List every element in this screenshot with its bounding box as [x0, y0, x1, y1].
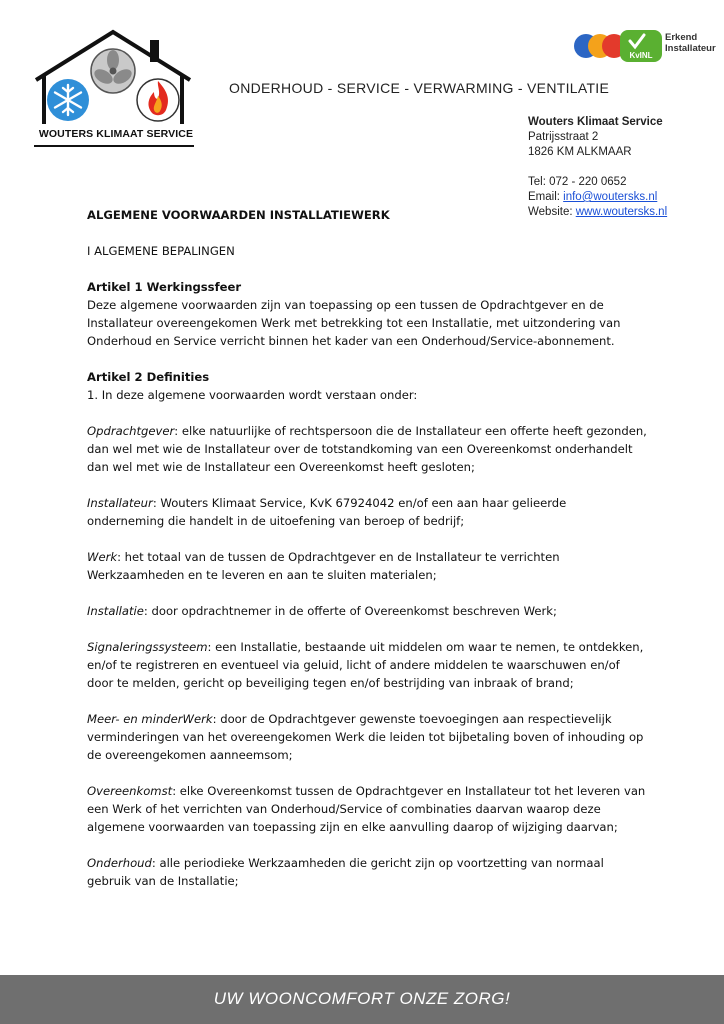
definition-text: : door opdrachtnemer in de offerte of Overeenkomst beschreven Werk;: [143, 604, 557, 618]
article-2: [87, 368, 647, 404]
company-address: [528, 115, 667, 220]
website-link[interactable]: www.woutersks.nl: [575, 206, 668, 218]
article-2-title: Artikel 2 Definities: [87, 370, 210, 384]
definition-item: [87, 494, 647, 530]
definition-term: Installateur: [87, 496, 153, 510]
definition-item: [87, 422, 647, 476]
spacer: [528, 160, 667, 175]
definition-item: [87, 710, 647, 764]
definition-text: : alle periodieke Werkzaamheden die gericht zijn op voortzetting van normaal gebruik van de Installatie;: [87, 856, 604, 888]
badge-logo-text: KvINL: [629, 51, 653, 60]
document-body: [87, 206, 647, 908]
definition-text: : elke Overeenkomst tussen de Opdrachtgever en Installateur tot het leveren van een Werk of het verrichten van Onderhoud/Service of combinaties daarvan waarop deze algemene voorwaarden van toepassing zijn en elke aanvulling daarop of wijziging daarvan;: [87, 784, 646, 834]
definition-text: : het totaal van de tussen de Opdrachtgever en de Installateur te verrichten Werkzaamheden en te leveren en aan te sluiten materialen;: [87, 550, 560, 582]
header-tagline: ONDERHOUD - SERVICE - VERWARMING - VENTILATIE: [229, 80, 610, 96]
article-2-intro: 1. In deze algemene voorwaarden wordt verstaan onder:: [87, 388, 418, 402]
definition-term: Overeenkomst: [87, 784, 173, 798]
definition-term: Onderhoud: [87, 856, 152, 870]
definition-item: [87, 638, 647, 692]
definition-term: Installatie: [87, 604, 144, 618]
definition-text: : Wouters Klimaat Service, KvK 67924042 en/of een aan haar gelieerde onderneming die handelt in de uitoefening van beroep of bedrijf;: [87, 496, 567, 528]
definition-text: : door de Opdrachtgever gewenste toevoegingen aan respectievelijk verminderingen van het overeengekomen Werk die leiden tot bijbetaling boven of inhouding op de overeengekomen aanneemsom;: [87, 712, 644, 762]
badge-label-line1: Erkend: [665, 32, 698, 43]
company-name: Wouters Klimaat Service: [528, 116, 663, 128]
company-tel: Tel: 072 - 220 0652: [528, 176, 627, 188]
section-heading: I ALGEMENE BEPALINGEN: [87, 244, 235, 258]
definition-term: Meer- en minderWerk: [87, 712, 213, 726]
footer-slogan: UW WOONCOMFORT ONZE ZORG!: [213, 989, 511, 1008]
definition-term: Werk: [87, 550, 118, 564]
document-title: ALGEMENE VOORWAARDEN INSTALLATIEWERK: [87, 208, 390, 222]
footer-banner: [0, 975, 724, 1024]
definition-term: Signaleringssysteem: [87, 640, 208, 654]
email-link[interactable]: info@woutersks.nl: [563, 191, 658, 203]
company-street: Patrijsstraat 2: [528, 131, 599, 143]
website-label: Website:: [528, 206, 576, 218]
snowflake-icon: [47, 79, 89, 121]
fan-icon: [91, 49, 135, 93]
logo-caption: WOUTERS KLIMAAT SERVICE: [38, 128, 194, 140]
article-1-text: Deze algemene voorwaarden zijn van toepassing op een tussen de Opdrachtgever en de Installateur overeengekomen Werk met betrekking tot een Installatie, met uitzondering van Onderhoud en Service verricht binnen het kader van een Onderhoud/Service-abonnement.: [87, 298, 621, 348]
badge-label-line2: Installateur: [665, 43, 716, 54]
company-email-line: [528, 190, 667, 205]
definition-text: : elke natuurlijke of rechtspersoon die de Installateur een offerte heeft gezonden, dan wel met wie de Installateur over de totstandkoming van een Overeenkomst onderhandelt dan wel met wie de Installateur een Overeenkomst heeft gesloten;: [87, 424, 647, 474]
definition-item: [87, 602, 647, 620]
definition-item: [87, 548, 647, 584]
badge-label: [665, 32, 716, 54]
article-1: [87, 278, 647, 350]
definition-term: Opdrachtgever: [87, 424, 175, 438]
article-1-title: Artikel 1 Werkingssfeer: [87, 280, 242, 294]
company-city: 1826 KM ALKMAAR: [528, 146, 632, 158]
definition-text: : een Installatie, bestaande uit middelen om waar te nemen, te ontdekken, en/of te registreren en eventueel via geluid, licht of andere middelen te waarschuwen en/of door te melden, gericht op beveiliging tegen en/of bestrijding van inbraak of brand;: [87, 640, 644, 690]
definition-item: [87, 782, 647, 836]
flame-icon: [137, 79, 179, 121]
definition-item: [87, 854, 647, 890]
email-label: Email:: [528, 191, 564, 203]
